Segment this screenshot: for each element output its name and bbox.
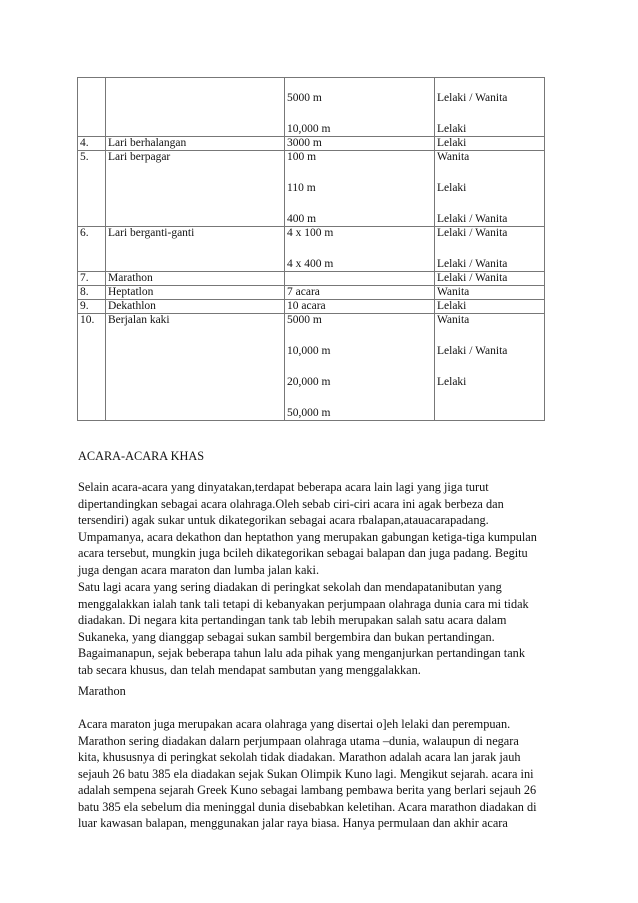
gender-cell <box>435 286 545 300</box>
cell-text: 10,000 m <box>287 345 331 357</box>
cell-text: Lelaki / Wanita <box>437 213 508 225</box>
cell-text <box>80 92 105 105</box>
cell-text: 20,000 m <box>287 376 331 388</box>
event-number-cell <box>78 78 106 137</box>
cell-text: Lelaki / Wanita <box>437 258 508 270</box>
cell-text: 10 acara <box>287 300 326 312</box>
cell-text: 7. <box>80 272 89 284</box>
event-name-cell <box>106 314 285 421</box>
cell-text: 3000 m <box>287 137 322 149</box>
table-row <box>78 78 545 137</box>
text-line: diadakan. Di negara kita pertandingan tank tab lebih merupakan salah satu acara dalam <box>78 613 507 627</box>
text-line: luar kawasan balapan, menggunakan jalar raya biasa. Hanya permulaan dan akhir acara <box>78 816 508 830</box>
cell-text <box>287 272 434 285</box>
cell-text: Lelaki / Wanita <box>437 227 508 239</box>
section-heading-acara-khas: ACARA-ACARA KHAS <box>78 449 205 463</box>
cell-text: 5000 m <box>287 314 322 326</box>
gender-cell <box>435 137 545 151</box>
gender-cell <box>435 227 545 272</box>
distance-cell <box>285 78 435 137</box>
text-line: tersendiri) agak sukar untuk dikategorikan sebagai acara rbalapan,atauacarapadang. <box>78 513 489 527</box>
cell-text: 4 x 100 m <box>287 227 334 239</box>
cell-text <box>108 92 284 105</box>
cell-text: 400 m <box>287 213 317 225</box>
gender-cell <box>435 151 545 227</box>
text-line: batu 385 ela sebelum dia meninggal dunia disebabkan keletihan. Acara marathon diadakan di <box>78 799 537 814</box>
cell-text: 4 x 400 m <box>287 258 334 270</box>
cell-text: Lelaki / Wanita <box>437 92 508 104</box>
distance-cell <box>285 286 435 300</box>
cell-text: 9. <box>80 300 89 312</box>
event-name-cell <box>106 227 285 272</box>
cell-text: Lelaki <box>437 376 467 388</box>
cell-text: 100 m <box>287 151 317 163</box>
distance-cell <box>285 137 435 151</box>
table-row <box>78 137 545 151</box>
cell-text: Lelaki / Wanita <box>437 345 508 357</box>
cell-text: 50,000 m <box>287 407 331 419</box>
distance-cell <box>285 272 435 286</box>
event-number-cell <box>78 137 106 151</box>
cell-text: Lelaki <box>437 182 467 194</box>
table-row <box>78 286 545 300</box>
gender-cell <box>435 314 545 421</box>
cell-text: Berjalan kaki <box>108 314 170 326</box>
distance-cell <box>285 314 435 421</box>
cell-text: 10,000 m <box>287 123 331 135</box>
text-line: juga dengan acara maraton dan lumba jalan kaki. <box>78 562 320 577</box>
cell-text: Lelaki / Wanita <box>437 272 508 284</box>
cell-text: Wanita <box>437 286 470 298</box>
event-number-cell <box>78 314 106 421</box>
text-line: Marathon sering diadakan dalarn perjumpaan olahraga utama –dunia, walaupun di negara <box>78 733 519 748</box>
text-line: Umpamanya, acara dekathon dan heptathon yang merupakan gabungan ketiga-tiga kumpulan <box>78 529 537 544</box>
paragraph-acara-khas-2 <box>78 579 568 678</box>
event-name-cell <box>106 78 285 137</box>
gender-cell <box>435 78 545 137</box>
cell-text: 10. <box>80 314 95 326</box>
cell-text: Lelaki <box>437 300 467 312</box>
text-line: Sukaneka, yang dianggap sebagai sukan sambil bergembira dan bukan pertandingan. <box>78 629 495 644</box>
text-line: sejauh 26 batu 385 ela diadakan sejak Sukan Olimpik Kuno lagi. Mengikut sejarah. acara ini <box>78 766 534 781</box>
cell-text: Lelaki <box>437 137 467 149</box>
table-row <box>78 272 545 286</box>
cell-text: 8. <box>80 286 89 298</box>
event-name-cell <box>106 272 285 286</box>
distance-cell <box>285 151 435 227</box>
cell-text: Wanita <box>437 314 470 326</box>
cell-text: Lari berpagar <box>108 151 171 163</box>
cell-text: Heptatlon <box>108 286 154 298</box>
text-line: Acara maraton juga merupakan acara olahraga yang disertai o]eh lelaki dan perempuan. <box>78 717 511 731</box>
text-line: adalah sempena sejarah Greek Kuno sebagai lambang pembawa berita yang berlari sejauh 26 <box>78 783 537 797</box>
cell-text: 6. <box>80 227 89 239</box>
text-line: kita, khususnya di peringkat sekolah tidak diadakan. Marathon adalah acara lan jarak jauh <box>78 750 521 764</box>
event-number-cell <box>78 300 106 314</box>
text-line: Satu lagi acara yang sering diadakan di peringkat sekolah dan mendapatanibutan yang <box>78 580 502 594</box>
text-line: tab secara khusus, dan telah mendapat sambutan yang menggalakkan. <box>78 662 421 677</box>
distance-cell <box>285 300 435 314</box>
cell-text: 110 m <box>287 182 316 194</box>
cell-text: Marathon <box>108 272 153 284</box>
cell-text: 5. <box>80 151 89 163</box>
cell-text: 4. <box>80 137 89 149</box>
event-name-cell <box>106 137 285 151</box>
text-line: acara tersebut, mungkin juga bcileh dikategorikan sebagai balapan dan juga padang. Begitu <box>78 546 528 560</box>
table-row <box>78 151 545 227</box>
event-number-cell <box>78 272 106 286</box>
cell-text: Dekathlon <box>108 300 156 312</box>
gender-cell <box>435 272 545 286</box>
section-heading-marathon: Marathon <box>78 684 126 698</box>
text-line: Bagaimanapun, sejak beberapa tahun lalu ada pihak yang menganjurkan pertandingan tank <box>78 646 525 660</box>
event-number-cell <box>78 286 106 300</box>
distance-cell <box>285 227 435 272</box>
cell-text: Lelaki <box>437 123 467 135</box>
event-name-cell <box>106 300 285 314</box>
cell-text: 7 acara <box>287 286 320 298</box>
text-line: Selain acara-acara yang dinyatakan,terdapat beberapa acara lain lagi yang jiga turut <box>78 480 489 494</box>
event-number-cell <box>78 227 106 272</box>
table-row <box>78 314 545 421</box>
table-row <box>78 300 545 314</box>
table-row <box>78 227 545 272</box>
paragraph-acara-khas-1 <box>78 479 568 578</box>
paragraph-marathon <box>78 716 568 832</box>
cell-text: Wanita <box>437 151 470 163</box>
text-line: menggalakkan ialah tank tali tetapi di kebanyakan perjumpaan olahraga dunia cara mi tidak <box>78 596 529 611</box>
cell-text: 5000 m <box>287 92 322 104</box>
cell-text: Lari berganti-ganti <box>108 227 195 239</box>
text-line: dipertandingkan sebagai acara olahraga.Oleh sebab ciri-ciri acara ini agak berbeza dan <box>78 496 504 511</box>
event-number-cell <box>78 151 106 227</box>
events-table <box>77 77 545 421</box>
event-name-cell <box>106 286 285 300</box>
cell-text: Lari berhalangan <box>108 137 187 149</box>
event-name-cell <box>106 151 285 227</box>
gender-cell <box>435 300 545 314</box>
